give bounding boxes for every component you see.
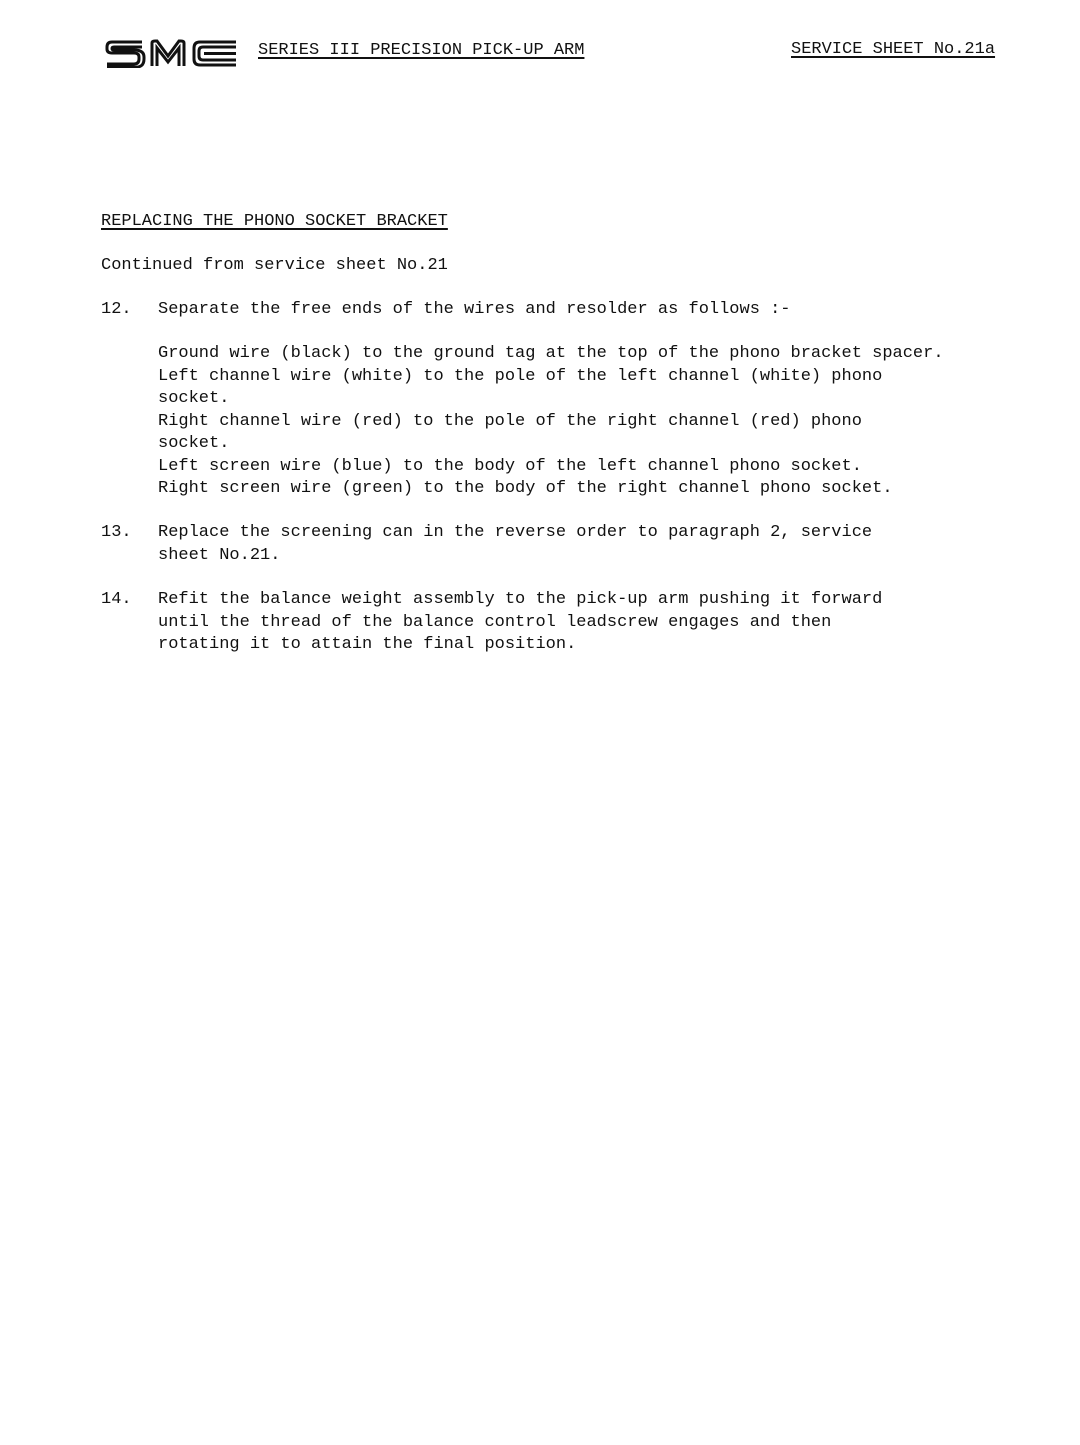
wire-instruction: socket. bbox=[158, 389, 230, 408]
item-14-text bbox=[158, 589, 882, 657]
item-number: 12. bbox=[101, 300, 132, 319]
wire-instruction: Left channel wire (white) to the pole of the left channel (white) phono bbox=[158, 366, 883, 386]
wire-instruction: Ground wire (black) to the ground tag at the top of the phono bracket spacer. bbox=[158, 344, 944, 363]
continued-note: Continued from service sheet No.21 bbox=[101, 256, 448, 275]
item-number: 13. bbox=[101, 523, 132, 542]
wire-instruction: socket. bbox=[158, 434, 230, 453]
sme-logo bbox=[104, 38, 240, 68]
wire-instruction: Right screen wire (green) to the body of the right channel phono socket. bbox=[158, 479, 893, 498]
wire-instruction: Right channel wire (red) to the pole of the right channel (red) phono bbox=[158, 411, 862, 431]
item-text-line: Replace the screening can in the reverse order to paragraph 2, service bbox=[158, 523, 873, 542]
item-text-line: sheet No.21. bbox=[158, 545, 281, 565]
section-title: REPLACING THE PHONO SOCKET BRACKET bbox=[101, 212, 448, 231]
item-number: 14. bbox=[101, 590, 132, 609]
item-text-line: until the thread of the balance control leadscrew engages and then bbox=[158, 612, 832, 632]
item-text-line: rotating it to attain the final position. bbox=[158, 635, 577, 654]
wire-instruction: Left screen wire (blue) to the body of the left channel phono socket. bbox=[158, 456, 862, 476]
arm-title: SERIES III PRECISION PICK-UP ARM bbox=[258, 41, 585, 60]
service-sheet-number: SERVICE SHEET No.21a bbox=[791, 40, 996, 59]
wire-list bbox=[158, 343, 944, 501]
item-13-text bbox=[158, 522, 872, 567]
item-text-line: Separate the free ends of the wires and resolder as follows :- bbox=[158, 300, 791, 319]
item-text-line: Refit the balance weight assembly to the pick-up arm pushing it forward bbox=[158, 590, 883, 609]
